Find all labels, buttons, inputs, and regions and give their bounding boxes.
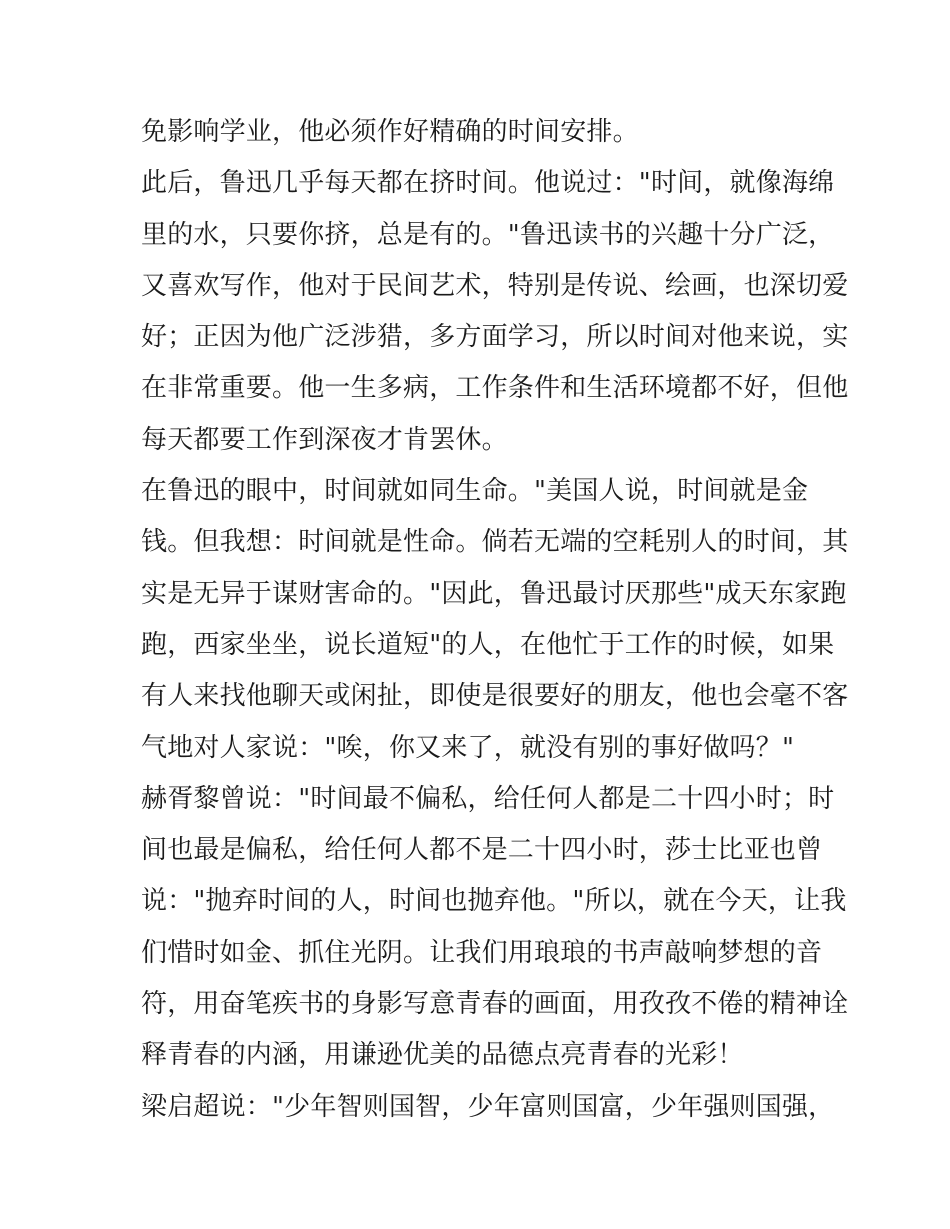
text-line: 此后，鲁迅几乎每天都在挤时间。他说过："时间，就像海绵	[141, 168, 835, 199]
text-line: 释青春的内涵，用谦逊优美的品德点亮青春的光彩！	[141, 1040, 744, 1071]
text-line: 在非常重要。他一生多病，工作条件和生活环境都不好，但他	[141, 373, 849, 404]
text-line: 间也最是偏私，给任何人都不是二十四小时，莎士比亚也曾	[141, 835, 823, 866]
text-line: 钱。但我想：时间就是性命。倘若无端的空耗别人的时间，其	[141, 527, 849, 558]
text-line: 赫胥黎曾说："时间最不偏私，给任何人都是二十四小时；时	[141, 783, 835, 814]
text-line: 好；正因为他广泛涉猎，多方面学习，所以时间对他来说，实	[141, 322, 849, 353]
text-line: 实是无异于谋财害命的。"因此，鲁迅最讨厌那些"成天东家跑	[141, 578, 847, 609]
text-line: 里的水，只要你挤，总是有的。"鲁迅读书的兴趣十分广泛，	[141, 219, 835, 250]
text-line: 梁启超说："少年智则国智，少年富则国富，少年强则国强，	[141, 1091, 835, 1122]
text-line: 免影响学业，他必须作好精确的时间安排。	[141, 117, 639, 147]
text-line: 说："抛弃时间的人，时间也抛弃他。"所以，就在今天，让我	[141, 886, 847, 917]
body-text	[141, 107, 849, 1133]
text-line: 符，用奋笔疾书的身影写意青春的画面，用孜孜不倦的精神诠	[141, 989, 849, 1020]
text-line: 跑，西家坐坐，说长道短"的人，在他忙于工作的时候，如果	[141, 629, 835, 660]
text-line: 有人来找他聊天或闲扯，即使是很要好的朋友，他也会毫不客	[141, 681, 849, 712]
text-line: 每天都要工作到深夜才肯罢休。	[141, 424, 508, 455]
text-line: 在鲁迅的眼中，时间就如同生命。"美国人说，时间就是金	[141, 476, 809, 507]
text-line: 气地对人家说："唉，你又来了，就没有别的事好做吗？"	[141, 732, 795, 763]
text-line: 们惜时如金、抓住光阴。让我们用琅琅的书声敲响梦想的音	[141, 937, 823, 968]
text-line: 又喜欢写作，他对于民间艺术，特别是传说、绘画，也深切爱	[141, 270, 849, 301]
